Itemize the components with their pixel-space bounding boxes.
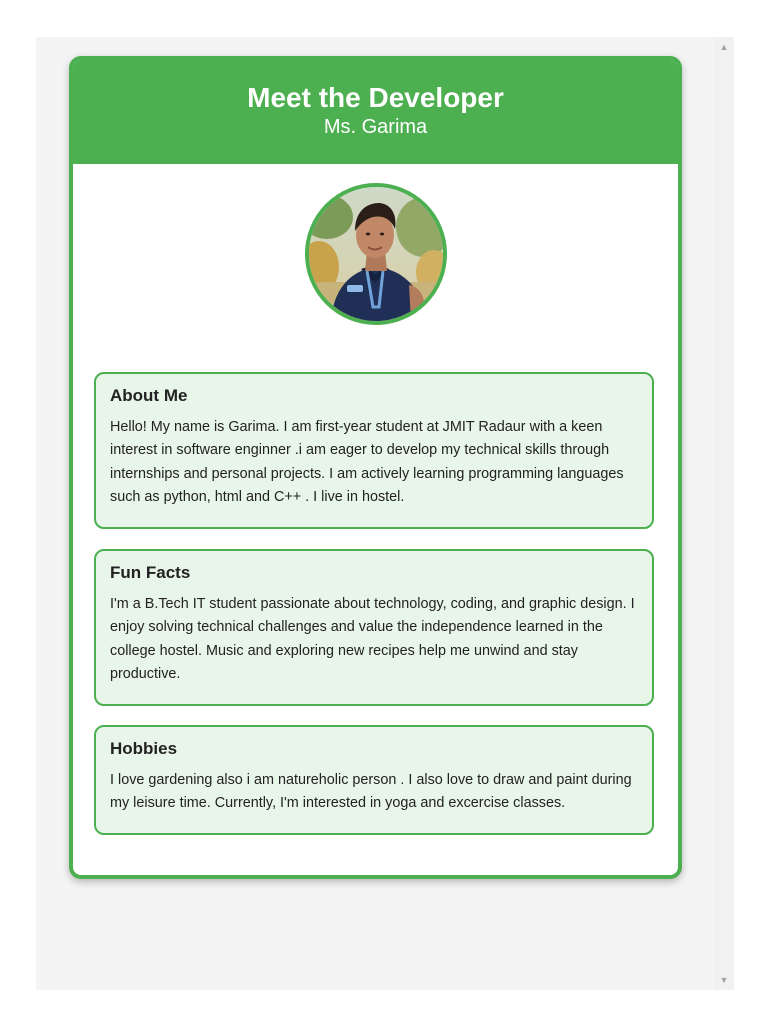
- about-me-heading: About Me: [110, 386, 188, 405]
- developer-card: [69, 56, 682, 879]
- avatar: [305, 183, 447, 325]
- about-me-text: Hello! My name is Garima. I am first-year student at JMIT Radaur with a keen interest in software enginner .i am eager to develop my technical skills through internships and personal projects. I am actively learning programming languages such as python, html and C++ . I live in hostel.: [110, 419, 624, 505]
- hobbies-section: [94, 725, 654, 835]
- hobbies-text: I love gardening also i am natureholic person . I also love to draw and paint during my leisure time. Currently, I'm interested in yoga and excercise classes.: [110, 772, 632, 812]
- fun-facts-section: [94, 549, 654, 706]
- chevron-down-icon[interactable]: ▼: [719, 975, 729, 985]
- developer-name: Ms. Garima: [323, 116, 428, 138]
- chevron-up-icon[interactable]: ▲: [719, 42, 729, 52]
- vertical-scrollbar[interactable]: [714, 37, 734, 990]
- about-me-section: [94, 372, 654, 529]
- developer-photo: [309, 187, 443, 321]
- page-title: Meet the Developer: [247, 82, 504, 113]
- fun-facts-heading: Fun Facts: [110, 563, 191, 582]
- fun-facts-text: I'm a B.Tech IT student passionate about technology, coding, and graphic design. I enjoy solving technical challenges and value the independence learned in the college hostel. Music and exploring new recipes help me unwind and stay productive.: [110, 596, 635, 682]
- browser-viewport: [36, 37, 734, 990]
- hobbies-heading: Hobbies: [110, 739, 178, 758]
- card-header: [73, 60, 678, 164]
